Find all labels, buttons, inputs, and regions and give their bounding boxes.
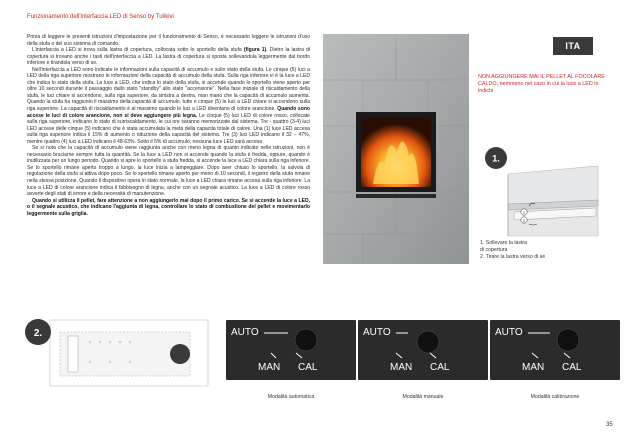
caption-line-1: 1. Sollevare la lastra	[480, 240, 527, 246]
paragraph-pellet	[27, 198, 310, 218]
stove-image	[323, 34, 469, 264]
figure-ref: (figura 1)	[243, 47, 267, 54]
callout-2: 2	[522, 217, 526, 223]
text: Le cinque (5) luci LED di colore rosso, collocate sulla riga superiore, indicano lo stato di surriscaldamento, le cui ore saranno memorizzate dal sistema. Tre - quattro (3-4) luci LED accese delle cinque (5) indicano che è stata accumulata la metà della capacità totale di calore. Una (1) luce LED accesa sulla riga superiore indica il 15% di aumento o riduzione della capacità del sistema. Tre (3) luci LED indicano il 32 – 47%, mentre quattro (4) luci a LED indicano il 48-63%. Sotto il 5% di accumulo, nessuna luce LED sarà accesa	[27, 112, 310, 145]
label-cal: CAL	[298, 362, 318, 373]
caption-manual: Modalità manuale	[402, 394, 444, 400]
page-number: 35	[606, 422, 613, 428]
label-auto: AUTO	[363, 327, 391, 338]
label-man: MAN	[390, 362, 413, 373]
panel-automatic	[226, 320, 356, 380]
panel-lines	[490, 320, 620, 380]
pellet-note: Se si accende la luce a LED, o il segnale acustico, che indicano l'aggiunta di legna, controllare lo stato di combustione del pellet e movimentarlo leggermente sulla griglia.	[27, 197, 310, 217]
caption-line-3: 2. Tirare la lastra verso di sé	[480, 254, 546, 260]
panel-manual	[358, 320, 488, 380]
caption-calibration: Modalità calibrazione	[530, 394, 580, 400]
instructions-text	[27, 34, 310, 217]
step2-number: 2.	[33, 328, 43, 339]
pellet-warning: Quando si utilizza il pellet, fare attenzione a non aggiungerlo mai dopo il primo carico.	[32, 197, 241, 204]
step2-illustration	[20, 314, 210, 390]
text: Nell'interfaccia a LED sono indicate le informazioni sulla capacità di accumulo e sullo stato della stufa. Le cinque (5) luci a LED della riga superiore mostrano le informazioni della capacità di accumulo della stufa. Sulla riga inferiore vi è la luce a LED che indica lo stato della stufa. La luce a LED, che indica lo stato della stufa, si accende quando lo sportello viene aperto per oltre 10 secondi durante il passaggio dallo stato "standby" allo stato "accensione". Nella fase iniziale di riscaldamento della stufa, le luci chiare si accendono, sulla riga superiore, da sinistra a destra, man mano che la capacità di accumulo aumenta. Quando la stufa ha raggiunto il massimo della capacità di accumulo, tutte e cinque (5) le luci a LED chiare si accendono sulla riga superiore. La capacità di riscaldamento è al massimo quando le luci a LED diventano di colore arancione.	[27, 66, 310, 113]
step1-illustration	[478, 144, 603, 240]
label-auto: AUTO	[495, 327, 523, 338]
caption-automatic: Modalità automatica	[267, 394, 315, 400]
caption-line-2: di copertura	[480, 247, 508, 253]
panel-lines	[358, 320, 488, 380]
paragraph-leds	[27, 67, 310, 146]
language-badge: ITA	[553, 37, 593, 55]
paragraph-interface	[27, 47, 310, 67]
pellet-hot-warning: NON AGGIUNGERE MAI IL PELLET AL FOCOLARE CALDO, nemmeno nel caso in cui la luce a LED lo indichi	[478, 74, 605, 94]
text: L'interfaccia a LED si trova sulla lastra di copertura, collocata sotto lo sportello della stufa	[32, 47, 244, 54]
mode-button	[417, 331, 439, 353]
label-cal: CAL	[562, 362, 582, 373]
bold-note: Quando sono accese le luci di colore arancione, non si deve aggiungere più legna.	[27, 106, 310, 119]
step1-caption	[480, 240, 545, 261]
text: . Dietro la lastra di copertura si trovano anche i tasti dell'interfaccia a LED. La lastra di copertura si sposta sollevandola leggermente dal bordo inferiore e tirandola verso di se.	[27, 47, 311, 67]
step1-number: 1.	[492, 153, 500, 164]
paragraph-capacity: Se si nota che la capacità di accumulo viene raggiunta anche con meno legna di quanto indicato nelle istruzioni, non è necessario bruciarne sempre tutta la quantità. Se la luce a LED non si accende quando la stufa è fredda, oppure, quando è inutilizzata per un lungo periodo. Quando si apre lo sportello a stufa fredda, si accende la luce a LED chiara sulla riga inferiore. Se lo sportello rimane aperto troppo a lungo, la luce inizia a lampeggiare. Dopo aver chiuso lo sportello, la valvola di regolazione della stufa si attiva dopo poco. Se lo sportello rimane aperto per meno di 10 secondi, il registro della stufa rimane nella stessa posizione. Quando il dispositivo opera in stato normale, la luce a LED chiara rimane accesa sulla riga inferiore. La luce a LED di colore arancione indica il fabbisogno di legna, anche con un segnale acustico. La luce a LED di colore rosso avverte degli stati di errore e della necessità di manutenzione.	[27, 145, 310, 198]
label-man: MAN	[522, 362, 545, 373]
paragraph-intro: Prima di leggere le presenti istruzioni d'impostazione per il funzionamento di Senso, è necessario leggere le istruzioni d'uso della stufa e del suo sistema di comando.	[27, 34, 310, 47]
panel-calibration	[490, 320, 620, 380]
label-man: MAN	[258, 362, 281, 373]
page-header: Funzionamento dell'interfaccia LED di Senso by Tulikivi	[27, 14, 174, 20]
mode-button	[295, 329, 317, 351]
callout-1: 1	[522, 209, 526, 215]
label-auto: AUTO	[231, 327, 259, 338]
mode-button	[557, 329, 579, 351]
panel-lines	[226, 320, 356, 380]
label-cal: CAL	[430, 362, 450, 373]
